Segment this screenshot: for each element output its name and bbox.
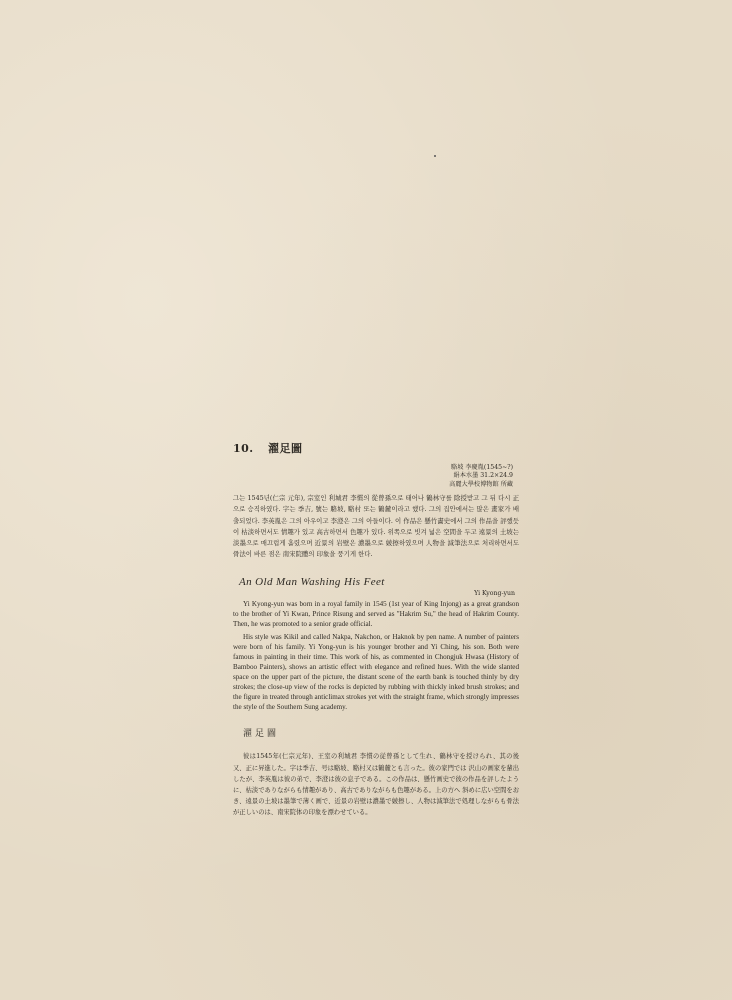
meta-medium: 絹本水墨 31.2×24.9 xyxy=(453,472,513,480)
korean-description: 그는 1545년(仁宗 元年), 宗室인 利城君 李慣의 從曾孫으로 태어나 鶴林守를 除授받고 그 뒤 다시 正으로 승직하였다. 字는 季吉, 號는 駱坡, 駱村 또는 鶴麓이라고 했다. 그의 집안에서는 많은 畫家가 배출되었다. 李英胤은 그의 아우이고 李澄은 그의 아들이다. 이 作品은 懸竹畵史에서 그의 作品을 評했듯이 枯淡하면서도 情趣가 있고 高古하면서 色趣가 있다. 위쪽으로 빗겨 넓은 空間을 두고 遠景의 土坡는 淡墨으로 매끄럽게 흘렸으며 近景의 岩壁은 濃墨으로 皴擦하였으며 人物을 減筆法으로 처리하면서도 骨法이 바른 점은 南宋院體의 印象을 풍기게 한다. xyxy=(233,494,519,559)
plate-name: 濯足圖 xyxy=(267,442,303,455)
meta-collection: 高麗大學校博物館 所藏 xyxy=(449,480,513,488)
english-author: Yi Kyong-yun xyxy=(474,590,515,598)
japanese-description: 彼は1545年(仁宗元年)、王室の利城君 李慣の従曾孫として生れ、鶴林守を授けられ、其の後 又、正に昇進した。字は季吉、号は駱坡、駱村又は鶴麓とも言った。彼の家門では 沢山の画家を輩出したが、李英胤は彼の弟で、李澄は彼の息子である。この作品は、懸竹画史で彼の作品を評したように、枯淡でありながらも情趣があり、高古でありながらも色趣がある。上の方へ 斜めに広い空間をおき、遠景の土坡は墨筆で薄く画で、近景の岩壁は濃墨で皴擦し、人物は減筆法で処理しながらも骨法が正しいのは、南宋院体の印象を漂わせている。 xyxy=(233,753,519,817)
meta-artist: 駱坡 李慶胤(1545~?) xyxy=(451,464,513,471)
english-paragraph: Yi Kyong-yun was born in a royal family in 1545 (1st year of King Injong) as a great grandson to the brother of Yi Kwan, Prince Risung and served as "Hakrim Su," the head of Hakrim County. Then, he was promoted to a senior grade official. xyxy=(233,600,519,629)
english-title: An Old Man Washing His Feet xyxy=(239,576,385,589)
plate-description xyxy=(233,440,519,819)
plate-number: 10. xyxy=(233,442,254,455)
artwork-meta xyxy=(233,464,513,489)
japanese-title: 濯足圖 xyxy=(243,729,280,740)
english-description xyxy=(233,599,519,712)
paper-speck xyxy=(434,155,436,157)
plate-title xyxy=(233,440,519,456)
english-paragraph: His style was Kikil and called Nakpa, Nakchon, or Haknok by pen name. A number of painters were born of his family. Yi Yong-yun is his younger brother and Yi Ching, his son. Both were famous in painting in their time. This work of his, as commented in Chongjuk Hwasa (History of Bamboo Painters), shows an artistic effect with elegance and refined hues. With the wide slanted space on the upper part of the picture, the distant scene of the earth bank is touched thinly by dry strokes; the close-up view of the rocks is depicted by rubbing with thickly inked brush strokes; and the figure in treated through anticlimax strokes yet with the straight frame, which strongly impresses the style of the Southern Sung academy. xyxy=(233,633,519,712)
